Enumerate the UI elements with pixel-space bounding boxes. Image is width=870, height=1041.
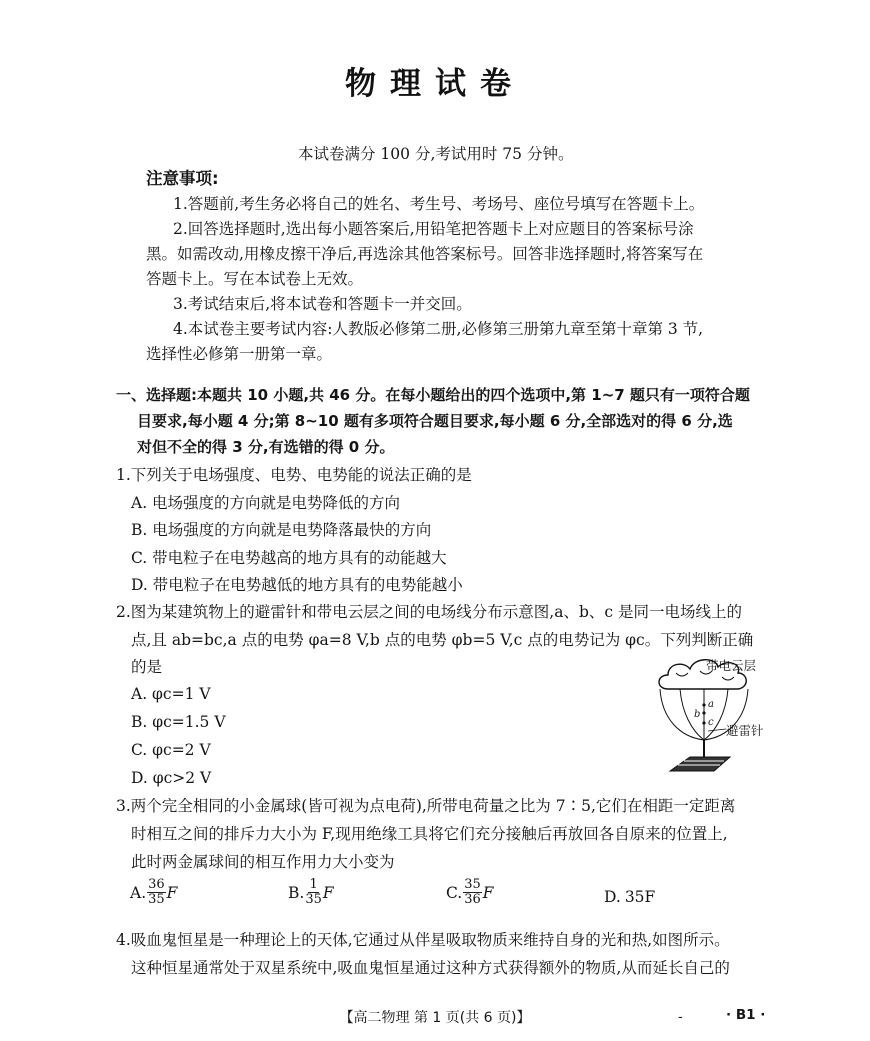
option-label: B.	[288, 883, 305, 902]
question-2-option: D. φc>2 V	[131, 769, 212, 787]
fraction	[305, 878, 322, 907]
question-3-options	[130, 878, 790, 918]
question-2-option: C. φc=2 V	[131, 741, 211, 759]
option-suffix: F	[322, 883, 334, 902]
question-2-stem: 2.图为某建筑物上的避雷针和带电云层之间的电场线分布示意图,a、b、c 是同一电场线上的	[116, 603, 742, 621]
question-2-stem: 的是	[131, 658, 163, 676]
lightning-rod-figure	[650, 653, 780, 778]
question-3-option-d	[604, 888, 655, 906]
paper-code: · B1 ·	[726, 1007, 766, 1023]
question-3-option-b	[288, 878, 334, 907]
option-suffix: F	[166, 883, 178, 902]
fraction-numerator: 36	[148, 877, 165, 892]
notice-line: 1.答题前,考生务必将自己的姓名、考生号、考场号、座位号填写在答题卡上。	[173, 195, 705, 213]
option-label: A.	[130, 883, 147, 902]
fraction	[463, 878, 482, 907]
notice-line: 选择性必修第一册第一章。	[146, 345, 333, 363]
notice-heading: 注意事项:	[146, 169, 219, 188]
notice-line: 3.考试结束后,将本试卷和答题卡一并交回。	[173, 295, 472, 313]
footer-dash: -	[678, 1009, 683, 1025]
cloud-label: 带电云层	[706, 658, 757, 673]
question-2-option: B. φc=1.5 V	[131, 713, 226, 731]
option-label: C.	[446, 883, 463, 902]
question-1-option: D. 带电粒子在电势越低的地方具有的电势能越小	[131, 576, 463, 594]
fraction-denominator: 35	[148, 892, 165, 907]
fraction-numerator: 1	[309, 877, 318, 892]
notice-line: 黑。如需改动,用橡皮擦干净后,再选涂其他答案标号。回答非选择题时,将答案写在	[146, 245, 704, 263]
notice-line: 4.本试卷主要考试内容:人教版必修第二册,必修第三册第九章至第十章第 3 节,	[173, 320, 704, 338]
option-text: 35F	[624, 888, 656, 906]
question-1-option: A. 电场强度的方向就是电势降低的方向	[131, 494, 401, 512]
page-footer: 【高二物理 第 1 页(共 6 页)】	[339, 1010, 531, 1026]
notice-line: 答题卡上。写在本试卷上无效。	[146, 270, 364, 288]
option-suffix: F	[482, 883, 494, 902]
question-3-option-c	[446, 878, 494, 907]
fraction-denominator: 35	[305, 892, 322, 907]
point-b-label: b	[694, 709, 701, 720]
question-2-option: A. φc=1 V	[131, 685, 211, 703]
rod-label: 避雷针	[726, 723, 764, 738]
question-1-option: B. 电场强度的方向就是电势降落最快的方向	[131, 521, 432, 539]
question-4-stem: 这种恒星通常处于双星系统中,吸血鬼恒星通过这种方式获得额外的物质,从而延长自己的	[131, 959, 730, 977]
section-heading-cont: 对但不全的得 3 分,有选错的得 0 分。	[137, 438, 395, 456]
fraction-numerator: 35	[464, 877, 481, 892]
question-3-stem: 此时两金属球间的相互作用力大小变为	[131, 853, 395, 871]
question-3-stem: 3.两个完全相同的小金属球(皆可视为点电荷),所带电荷量之比为 7∶5,它们在相距一定距离	[116, 797, 736, 815]
question-2-stem: 点,且 ab=bc,a 点的电势 φa=8 V,b 点的电势 φb=5 V,c 点的电势记为 φc。下列判断正确	[131, 631, 754, 649]
section-heading-cont: 目要求,每小题 4 分;第 8~10 题有多项符合题目要求,每小题 6 分,全部选对的得 6 分,选	[137, 412, 733, 430]
question-1-stem: 1.下列关于电场强度、电势、电势能的说法正确的是	[116, 466, 472, 484]
question-3-stem: 时相互之间的排斥力大小为 F,现用绝缘工具将它们充分接触后再放回各自原来的位置上,	[131, 825, 728, 843]
question-4-stem: 4.吸血鬼恒星是一种理论上的天体,它通过从伴星吸取物质来维持自身的光和热,如图所示。	[116, 931, 730, 949]
page-title: 物理试卷	[345, 66, 525, 102]
fraction	[147, 878, 166, 907]
question-1-option: C. 带电粒子在电势越高的地方具有的动能越大	[131, 549, 447, 567]
fraction-denominator: 36	[464, 892, 481, 907]
exam-intro: 本试卷满分 100 分,考试用时 75 分钟。	[298, 145, 574, 163]
point-a-label: a	[708, 699, 714, 710]
notice-line: 2.回答选择题时,选出每小题答案后,用铅笔把答题卡上对应题目的答案标号涂	[173, 220, 694, 238]
question-3-option-a	[130, 878, 177, 907]
option-label: D.	[604, 888, 621, 906]
point-c-label: c	[708, 717, 714, 728]
section-heading: 一、选择题:本题共 10 小题,共 46 分。在每小题给出的四个选项中,第 1~7 题只有一项符合题	[116, 386, 750, 404]
